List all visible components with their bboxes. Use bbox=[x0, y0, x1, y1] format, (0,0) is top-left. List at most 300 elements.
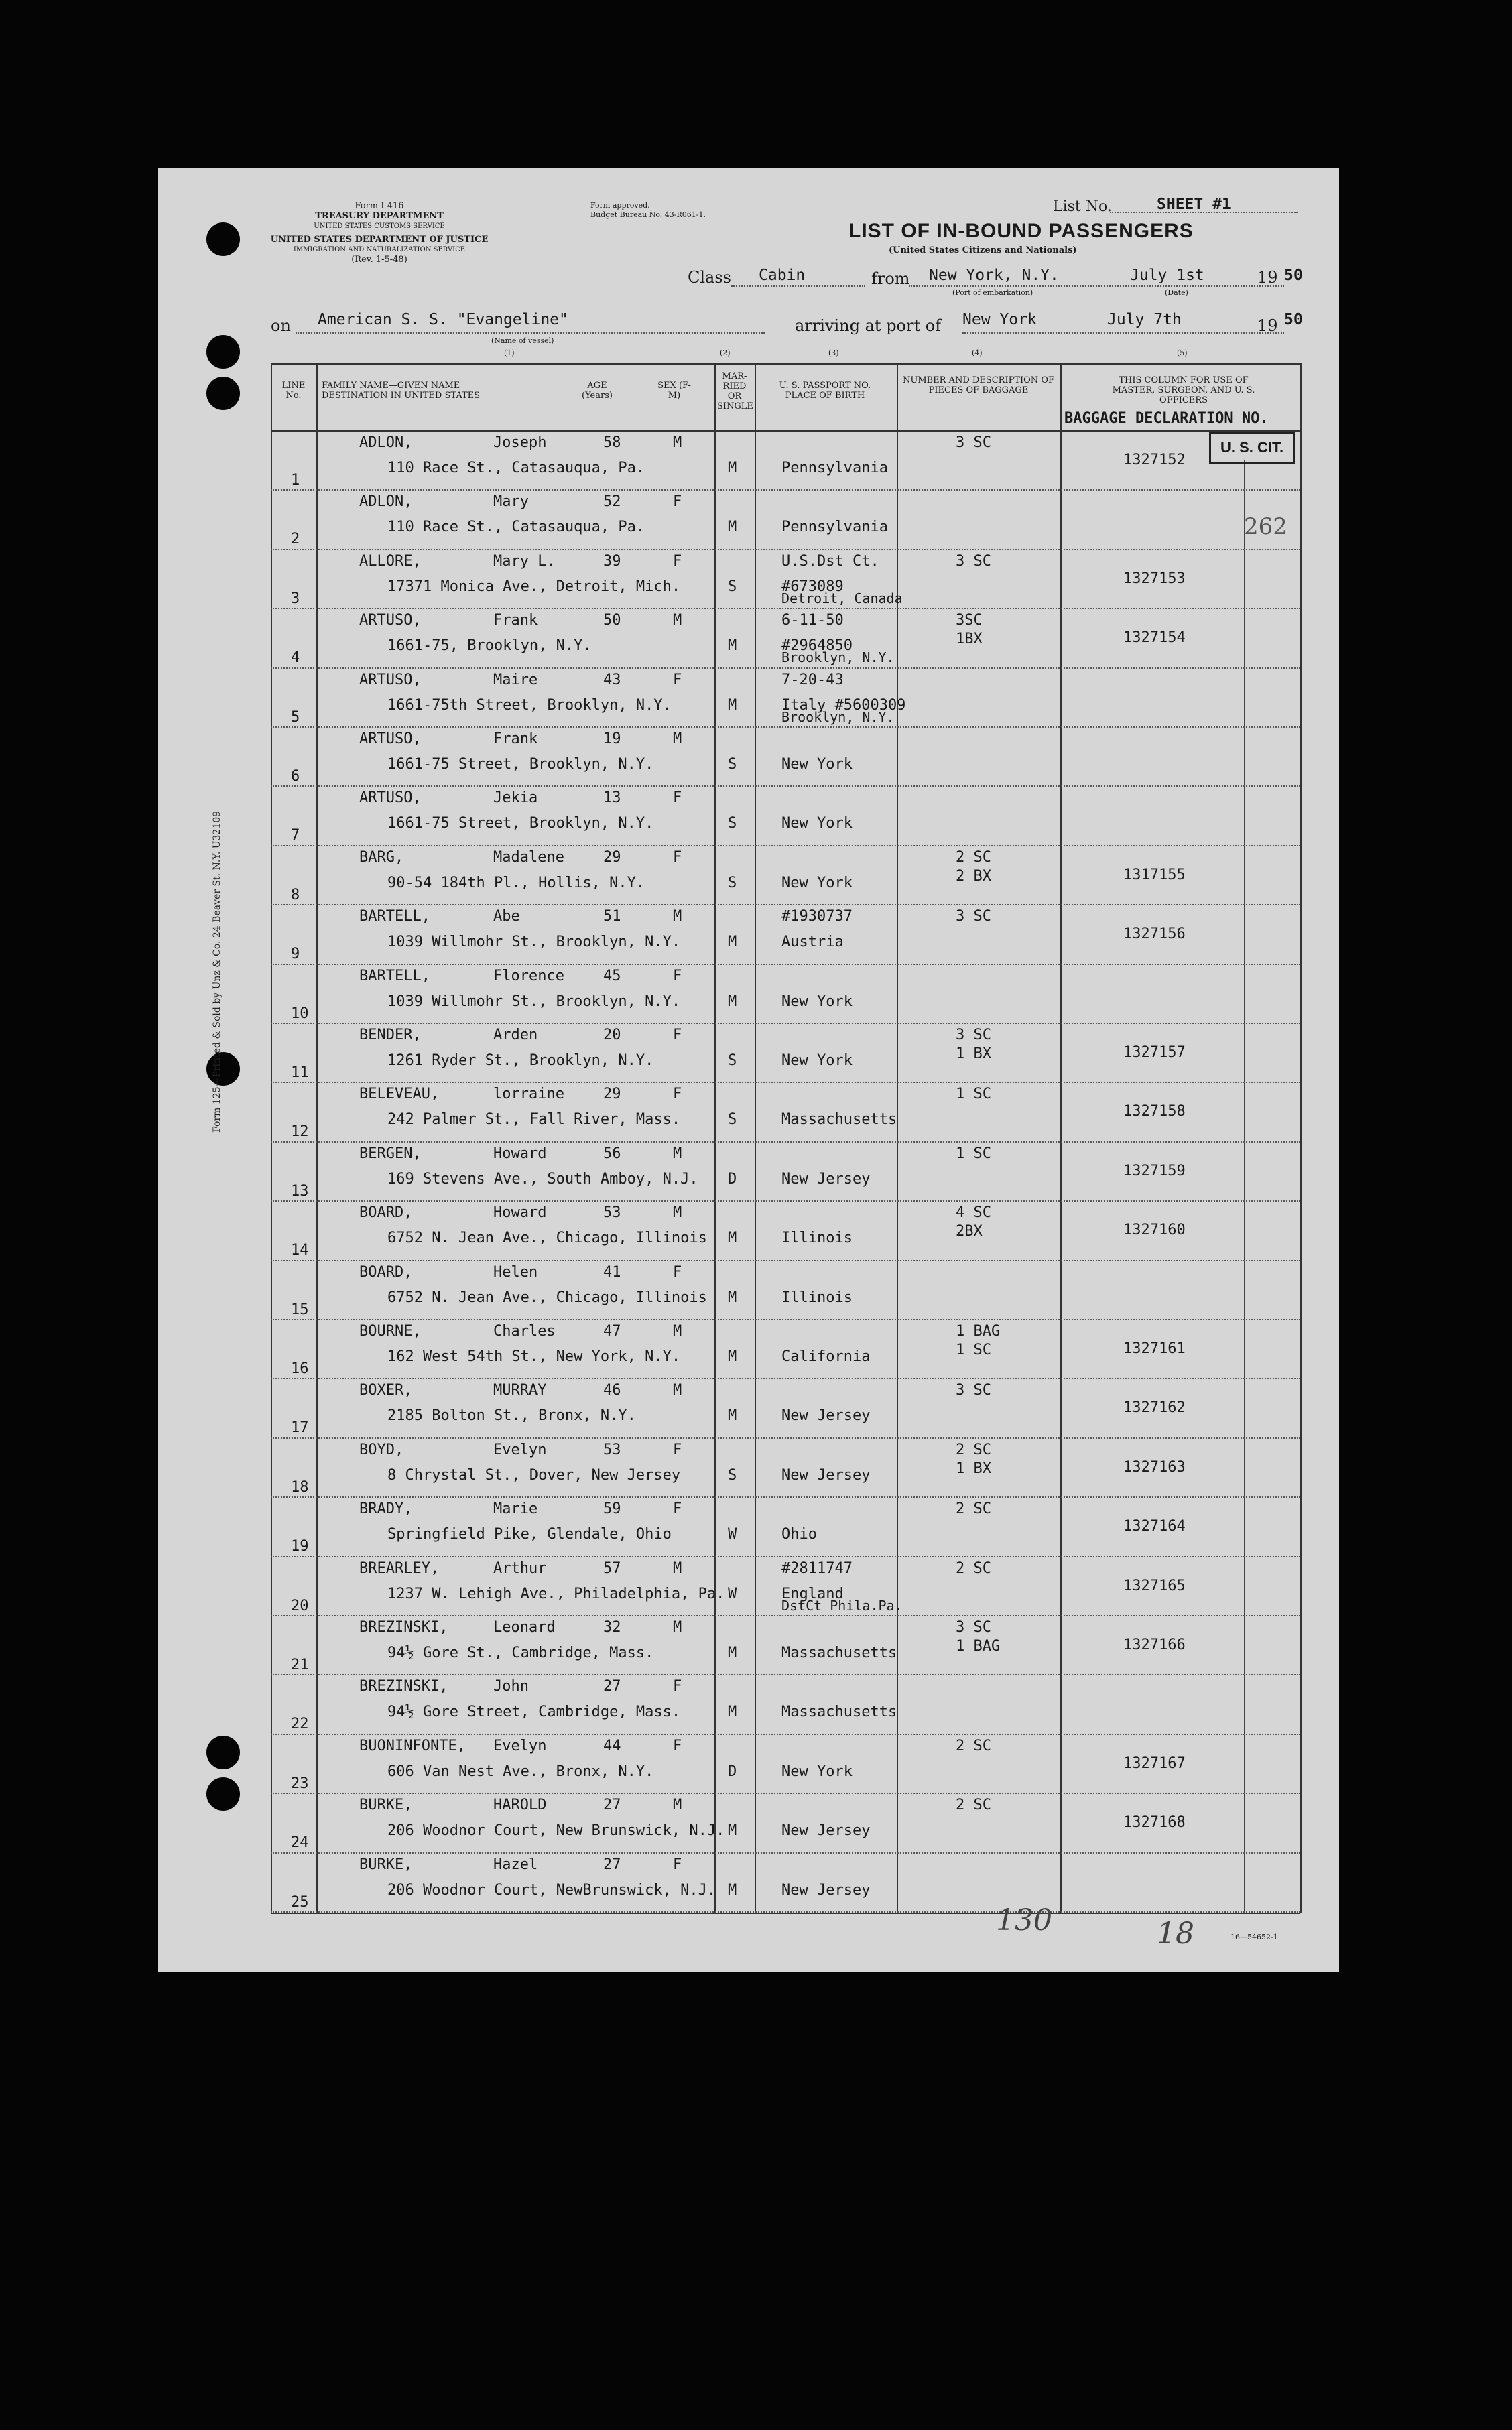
line-number: 5 bbox=[291, 708, 300, 726]
birth-place: New York bbox=[781, 815, 853, 832]
marital-status: S bbox=[728, 815, 737, 832]
age: 46 bbox=[603, 1382, 621, 1399]
col-baggage-declaration: BAGGAGE DECLARATION NO. bbox=[1064, 410, 1269, 427]
passenger-row bbox=[158, 1319, 1339, 1378]
baggage-pieces-2: 1 BX bbox=[956, 1045, 991, 1062]
passport-line-2: U.S.Dst Ct. bbox=[781, 552, 879, 570]
birth-place: #2964850 bbox=[781, 637, 853, 655]
passenger-row bbox=[158, 608, 1339, 667]
line-number: 10 bbox=[291, 1005, 309, 1022]
age: 53 bbox=[603, 1204, 621, 1222]
family-name: BOARD, bbox=[359, 1204, 413, 1222]
given-name: lorraine bbox=[493, 1086, 564, 1103]
baggage-pieces: 2 SC bbox=[956, 848, 991, 866]
list-no-label: List No. bbox=[1053, 198, 1112, 215]
col-marital: MAR-RIED OR SINGLE bbox=[717, 371, 753, 411]
given-name: Helen bbox=[493, 1263, 538, 1281]
passport-line-2: 6-11-50 bbox=[781, 612, 844, 629]
line-number: 2 bbox=[291, 531, 300, 548]
passenger-row bbox=[158, 667, 1339, 726]
from-label: from bbox=[871, 269, 910, 288]
birth-place: Massachusetts bbox=[781, 1645, 897, 1661]
given-name: MURRAY bbox=[493, 1382, 547, 1399]
col-num-3: (3) bbox=[828, 348, 839, 357]
family-name: ALLORE, bbox=[359, 552, 422, 570]
destination-address: 94½ Gore St., Cambridge, Mass. bbox=[387, 1645, 654, 1661]
date-caption: (Date) bbox=[1165, 288, 1188, 297]
justice-dept: UNITED STATES DEPARTMENT OF JUSTICE bbox=[270, 235, 489, 245]
line-number: 11 bbox=[291, 1064, 309, 1081]
sex: M bbox=[673, 908, 682, 925]
on-label: on bbox=[271, 316, 291, 335]
passenger-row bbox=[158, 785, 1339, 844]
baggage-pieces: 2 SC bbox=[956, 1797, 991, 1814]
sex: F bbox=[673, 1086, 682, 1103]
given-name: Leonard bbox=[493, 1619, 556, 1636]
birth-place: California bbox=[781, 1348, 871, 1365]
page-annotation: 262 bbox=[1244, 513, 1287, 540]
age: 44 bbox=[603, 1737, 621, 1754]
birth-place: Massachusetts bbox=[781, 1704, 897, 1721]
baggage-pieces-2: 2BX bbox=[956, 1223, 983, 1240]
destination-address: 1261 Ryder St., Brooklyn, N.Y. bbox=[387, 1052, 654, 1069]
passport-line-2: 7-20-43 bbox=[781, 671, 844, 688]
col-passport: U. S. PASSPORT NO. PLACE OF BIRTH bbox=[779, 381, 871, 401]
age: 27 bbox=[603, 1678, 621, 1696]
passenger-row bbox=[158, 1378, 1339, 1437]
given-name: Abe bbox=[493, 908, 520, 925]
line-number: 3 bbox=[291, 590, 300, 607]
family-name: ADLON, bbox=[359, 493, 413, 511]
birth-place: New York bbox=[781, 756, 853, 773]
age: 57 bbox=[603, 1559, 621, 1577]
given-name: HAROLD bbox=[493, 1797, 547, 1814]
sex: M bbox=[673, 612, 682, 629]
passport-line-3: Brooklyn, N.Y. bbox=[781, 708, 895, 725]
declaration-number: 1327161 bbox=[1123, 1340, 1186, 1357]
age: 50 bbox=[603, 612, 621, 629]
col-num-1: (1) bbox=[504, 348, 515, 357]
form-footer-code: 16—54652-1 bbox=[1231, 1933, 1278, 1941]
line-number: 7 bbox=[291, 827, 300, 844]
declaration-number: 1327157 bbox=[1123, 1044, 1186, 1061]
sex: M bbox=[673, 1204, 682, 1222]
sex: F bbox=[673, 1500, 682, 1518]
marital-status: W bbox=[728, 1526, 737, 1543]
age: 51 bbox=[603, 908, 621, 925]
birth-place: Italy #5600309 bbox=[781, 696, 906, 714]
col-line-no: LINE No. bbox=[281, 381, 306, 401]
line-number: 12 bbox=[291, 1123, 309, 1141]
row-separator bbox=[271, 1911, 1300, 1913]
marital-status: M bbox=[728, 1704, 737, 1721]
baggage-pieces: 1 SC bbox=[956, 1145, 991, 1162]
vessel-name: American S. S. "Evangeline" bbox=[318, 311, 568, 328]
arrival-date: July 7th bbox=[1107, 311, 1182, 328]
marital-status: M bbox=[728, 460, 737, 476]
destination-address: 1661-75th Street, Brooklyn, N.Y. bbox=[387, 696, 672, 714]
passenger-row bbox=[158, 1556, 1339, 1615]
baggage-pieces: 1 BAG bbox=[956, 1323, 1001, 1340]
given-name: Arden bbox=[493, 1027, 538, 1043]
port-caption: (Port of embarkation) bbox=[952, 288, 1033, 297]
marital-status: S bbox=[728, 1111, 737, 1129]
sex: F bbox=[673, 789, 682, 807]
destination-address: 162 West 54th St., New York, N.Y. bbox=[387, 1348, 681, 1365]
sex: M bbox=[673, 434, 682, 451]
declaration-number: 1327165 bbox=[1123, 1577, 1186, 1594]
line-number: 1 bbox=[291, 472, 300, 489]
sex: F bbox=[673, 1441, 682, 1458]
age: 53 bbox=[603, 1441, 621, 1458]
line-number: 15 bbox=[291, 1301, 309, 1318]
given-name: Arthur bbox=[493, 1559, 547, 1577]
declaration-number: 1327168 bbox=[1123, 1814, 1186, 1832]
line-number: 25 bbox=[291, 1893, 309, 1911]
given-name: John bbox=[493, 1678, 529, 1696]
sex: F bbox=[673, 1737, 682, 1754]
declaration-number: 1327153 bbox=[1123, 570, 1186, 587]
given-name: Mary L. bbox=[493, 552, 556, 570]
destination-address: 242 Palmer St., Fall River, Mass. bbox=[387, 1111, 681, 1129]
sex: M bbox=[673, 1797, 682, 1814]
family-name: BOURNE, bbox=[359, 1323, 422, 1340]
passenger-row bbox=[158, 1437, 1339, 1496]
sex: F bbox=[673, 1678, 682, 1696]
marital-status: M bbox=[728, 993, 737, 1010]
baggage-pieces: 3 SC bbox=[956, 1382, 991, 1399]
sex: M bbox=[673, 1382, 682, 1399]
baggage-pieces-2: 1 BAG bbox=[956, 1638, 1001, 1655]
line-number: 17 bbox=[291, 1419, 309, 1437]
list-no-value: SHEET #1 bbox=[1157, 196, 1231, 213]
passenger-row bbox=[158, 1260, 1339, 1319]
marital-status: S bbox=[728, 874, 737, 891]
given-name: Madalene bbox=[493, 848, 564, 866]
baggage-pieces: 4 SC bbox=[956, 1204, 991, 1222]
passport-line-2: #2811747 bbox=[781, 1559, 853, 1577]
birth-place: New York bbox=[781, 1052, 853, 1069]
destination-address: 94½ Gore Street, Cambridge, Mass. bbox=[387, 1704, 681, 1721]
declaration-number: 1327160 bbox=[1123, 1222, 1186, 1239]
destination-address: 206 Woodnor Court, New Brunswick, N.J. bbox=[387, 1822, 725, 1840]
passenger-row bbox=[158, 1793, 1339, 1852]
baggage-pieces: 3 SC bbox=[956, 908, 991, 925]
sex: F bbox=[673, 671, 682, 688]
age: 19 bbox=[603, 730, 621, 747]
destination-address: 110 Race St., Catasauqua, Pa. bbox=[387, 460, 645, 476]
line-number: 24 bbox=[291, 1834, 309, 1852]
line-number: 20 bbox=[291, 1597, 309, 1614]
col-name: FAMILY NAME—GIVEN NAME DESTINATION IN UNITED STATES bbox=[322, 381, 481, 401]
line-number: 4 bbox=[291, 649, 300, 667]
given-name: Frank bbox=[493, 612, 538, 629]
destination-address: 1661-75, Brooklyn, N.Y. bbox=[387, 637, 592, 655]
punch-hole bbox=[206, 335, 240, 369]
handwritten-mark: 130 bbox=[996, 1903, 1052, 1937]
family-name: BREZINSKI, bbox=[359, 1678, 448, 1696]
age: 27 bbox=[603, 1856, 621, 1873]
family-name: BOARD, bbox=[359, 1263, 413, 1281]
birth-place: Pennsylvania bbox=[781, 519, 888, 536]
printer-imprint: Form 125—Printed & Sold by Unz & Co. 24 Beaver St. N.Y. U32109 bbox=[212, 810, 223, 1133]
line-number: 14 bbox=[291, 1242, 309, 1259]
family-name: BOXER, bbox=[359, 1382, 413, 1399]
given-name: Mary bbox=[493, 493, 529, 511]
passenger-row bbox=[158, 1852, 1339, 1911]
passenger-row bbox=[158, 1496, 1339, 1555]
destination-address: 17371 Monica Ave., Detroit, Mich. bbox=[387, 578, 681, 595]
sex: F bbox=[673, 1027, 682, 1043]
given-name: Howard bbox=[493, 1145, 547, 1162]
marital-status: S bbox=[728, 756, 737, 773]
marital-status: S bbox=[728, 1466, 737, 1484]
destination-address: 8 Chrystal St., Dover, New Jersey bbox=[387, 1466, 681, 1484]
given-name: Evelyn bbox=[493, 1737, 547, 1754]
declaration-number: 1327156 bbox=[1123, 925, 1186, 943]
line-number: 19 bbox=[291, 1538, 309, 1555]
baggage-pieces-2: 1 SC bbox=[956, 1342, 991, 1358]
marital-status: M bbox=[728, 519, 737, 536]
class-label: Class bbox=[688, 268, 731, 287]
age: 59 bbox=[603, 1500, 621, 1518]
given-name: Maire bbox=[493, 671, 538, 688]
page-subtitle: (United States Citizens and Nationals) bbox=[889, 245, 1077, 255]
marital-status: D bbox=[728, 1763, 737, 1780]
line-number: 8 bbox=[291, 886, 300, 903]
age: 58 bbox=[603, 434, 621, 451]
marital-status: M bbox=[728, 637, 737, 655]
family-name: BREZINSKI, bbox=[359, 1619, 448, 1636]
baggage-pieces: 1 SC bbox=[956, 1086, 991, 1103]
sex: F bbox=[673, 1856, 682, 1873]
sex: M bbox=[673, 1323, 682, 1340]
family-name: BARG, bbox=[359, 848, 404, 866]
year-prefix: 19 bbox=[1257, 268, 1278, 287]
vessel-caption: (Name of vessel) bbox=[491, 336, 554, 345]
baggage-pieces-2: 2 BX bbox=[956, 867, 991, 885]
arriving-label: arriving at port of bbox=[795, 316, 942, 335]
declaration-number: 1327162 bbox=[1123, 1399, 1186, 1417]
family-name: BARTELL, bbox=[359, 967, 430, 984]
birth-place: Austria bbox=[781, 934, 844, 951]
passenger-row bbox=[158, 1082, 1339, 1141]
destination-address: 606 Van Nest Ave., Bronx, N.Y. bbox=[387, 1763, 654, 1780]
col-num-5: (5) bbox=[1177, 348, 1188, 357]
marital-status: M bbox=[728, 696, 737, 714]
destination-address: 1661-75 Street, Brooklyn, N.Y. bbox=[387, 756, 654, 773]
arrival-year: 50 bbox=[1284, 311, 1303, 328]
passenger-row bbox=[158, 1674, 1339, 1733]
birth-place: New Jersey bbox=[781, 1822, 871, 1840]
passenger-row bbox=[158, 845, 1339, 904]
family-name: ARTUSO, bbox=[359, 789, 422, 807]
col-age: AGE (Years) bbox=[582, 381, 613, 401]
page-title: LIST OF IN-BOUND PASSENGERS bbox=[848, 220, 1194, 242]
family-name: BELEVEAU, bbox=[359, 1086, 440, 1103]
family-name: BERGEN, bbox=[359, 1145, 422, 1162]
destination-address: 1237 W. Lehigh Ave., Philadelphia, Pa. bbox=[387, 1585, 725, 1602]
col-sex: SEX (F-M) bbox=[657, 381, 691, 401]
declaration-number: 1327163 bbox=[1123, 1458, 1186, 1476]
baggage-pieces: 2 SC bbox=[956, 1737, 991, 1754]
treasury-dept: TREASURY DEPARTMENT bbox=[315, 211, 444, 221]
col-officers: THIS COLUMN FOR USE OF MASTER, SURGEON, AND U. S. OFFICERS bbox=[1112, 375, 1255, 405]
marital-status: M bbox=[728, 1881, 737, 1899]
line-number: 22 bbox=[291, 1716, 309, 1733]
declaration-number: 1327154 bbox=[1123, 629, 1186, 647]
line-number: 13 bbox=[291, 1182, 309, 1200]
passenger-row bbox=[158, 1200, 1339, 1259]
birth-place: England bbox=[781, 1585, 844, 1602]
marital-status: W bbox=[728, 1585, 737, 1602]
sex: M bbox=[673, 730, 682, 747]
marital-status: M bbox=[728, 1289, 737, 1306]
given-name: Florence bbox=[493, 967, 564, 984]
family-name: ARTUSO, bbox=[359, 730, 422, 747]
declaration-number: 1327164 bbox=[1123, 1518, 1186, 1535]
birth-place: #673089 bbox=[781, 578, 844, 595]
sex: F bbox=[673, 1263, 682, 1281]
given-name: Charles bbox=[493, 1323, 556, 1340]
given-name: Evelyn bbox=[493, 1441, 547, 1458]
declaration-number: 1327152 bbox=[1123, 452, 1186, 468]
baggage-pieces: 3 SC bbox=[956, 1027, 991, 1043]
sex: F bbox=[673, 967, 682, 984]
destination-address: 90-54 184th Pl., Hollis, N.Y. bbox=[387, 874, 645, 891]
family-name: BREARLEY, bbox=[359, 1559, 440, 1577]
sex: M bbox=[673, 1145, 682, 1162]
family-name: BURKE, bbox=[359, 1797, 413, 1814]
family-name: BRADY, bbox=[359, 1500, 413, 1518]
ins-service: IMMIGRATION AND NATURALIZATION SERVICE bbox=[293, 246, 466, 253]
family-name: BOYD, bbox=[359, 1441, 404, 1458]
destination-address: 2185 Bolton St., Bronx, N.Y. bbox=[387, 1407, 636, 1425]
destination-address: 6752 N. Jean Ave., Chicago, Illinois bbox=[387, 1230, 707, 1247]
destination-address: 169 Stevens Ave., South Amboy, N.J. bbox=[387, 1170, 698, 1188]
birth-place: Illinois bbox=[781, 1230, 853, 1247]
sex: F bbox=[673, 848, 682, 866]
age: 20 bbox=[603, 1027, 621, 1043]
age: 13 bbox=[603, 789, 621, 807]
form-approved: Form approved. bbox=[590, 201, 650, 210]
family-name: ARTUSO, bbox=[359, 612, 422, 629]
arrival-year-prefix: 19 bbox=[1257, 316, 1278, 335]
passenger-row bbox=[158, 1734, 1339, 1793]
birth-place: New Jersey bbox=[781, 1466, 871, 1484]
given-name: Jekia bbox=[493, 789, 538, 807]
age: 27 bbox=[603, 1797, 621, 1814]
passenger-row bbox=[158, 1023, 1339, 1082]
destination-address: 1039 Willmohr St., Brooklyn, N.Y. bbox=[387, 934, 681, 951]
birth-place: Massachusetts bbox=[781, 1111, 897, 1129]
us-citizen-stamp: U. S. CIT. bbox=[1209, 432, 1295, 464]
line-number: 23 bbox=[291, 1775, 309, 1792]
marital-status: M bbox=[728, 1230, 737, 1247]
marital-status: S bbox=[728, 578, 737, 595]
sex: F bbox=[673, 493, 682, 511]
age: 29 bbox=[603, 1086, 621, 1103]
age: 47 bbox=[603, 1323, 621, 1340]
line-number: 18 bbox=[291, 1478, 309, 1496]
manifest-page bbox=[158, 168, 1339, 1972]
passport-line-3: Brooklyn, N.Y. bbox=[781, 649, 895, 666]
destination-address: 1661-75 Street, Brooklyn, N.Y. bbox=[387, 815, 654, 832]
age: 56 bbox=[603, 1145, 621, 1162]
passenger-row bbox=[158, 904, 1339, 963]
marital-status: M bbox=[728, 1407, 737, 1425]
birth-place: New York bbox=[781, 993, 853, 1010]
family-name: BUONINFONTE, bbox=[359, 1737, 466, 1754]
marital-status: D bbox=[728, 1170, 737, 1188]
form-number: Form I-416 bbox=[355, 201, 404, 211]
age: 29 bbox=[603, 848, 621, 866]
baggage-pieces: 3 SC bbox=[956, 434, 991, 451]
col-baggage-pieces: NUMBER AND DESCRIPTION OF PIECES OF BAGGAGE bbox=[902, 375, 1054, 395]
birth-place: Illinois bbox=[781, 1289, 853, 1306]
destination-address: Springfield Pike, Glendale, Ohio bbox=[387, 1526, 672, 1543]
destination-address: 110 Race St., Catasauqua, Pa. bbox=[387, 519, 645, 536]
baggage-pieces: 3SC bbox=[956, 612, 983, 629]
punch-hole bbox=[206, 377, 240, 410]
line-number: 16 bbox=[291, 1360, 309, 1377]
baggage-pieces: 2 SC bbox=[956, 1559, 991, 1577]
given-name: Hazel bbox=[493, 1856, 538, 1873]
birth-place: Ohio bbox=[781, 1526, 817, 1543]
birth-place: New York bbox=[781, 874, 853, 891]
age: 52 bbox=[603, 493, 621, 511]
marital-status: M bbox=[728, 934, 737, 951]
customs-service: UNITED STATES CUSTOMS SERVICE bbox=[314, 222, 445, 230]
col-num-4: (4) bbox=[972, 348, 983, 357]
birth-place: New Jersey bbox=[781, 1881, 871, 1899]
marital-status: M bbox=[728, 1348, 737, 1365]
baggage-pieces: 3 SC bbox=[956, 1619, 991, 1636]
marital-status: M bbox=[728, 1822, 737, 1840]
declaration-number: 1317155 bbox=[1123, 866, 1186, 883]
destination-address: 6752 N. Jean Ave., Chicago, Illinois bbox=[387, 1289, 707, 1306]
family-name: ADLON, bbox=[359, 434, 413, 451]
age: 45 bbox=[603, 967, 621, 984]
age: 32 bbox=[603, 1619, 621, 1636]
family-name: BURKE, bbox=[359, 1856, 413, 1873]
birth-place: New Jersey bbox=[781, 1170, 871, 1188]
passenger-row bbox=[158, 964, 1339, 1023]
baggage-pieces-2: 1 BX bbox=[956, 1460, 991, 1477]
passenger-row bbox=[158, 726, 1339, 785]
departure-date: July 1st bbox=[1130, 267, 1204, 284]
age: 41 bbox=[603, 1263, 621, 1281]
budget-bureau: Budget Bureau No. 43-R061-1. bbox=[590, 210, 706, 219]
embarkation-port: New York, N.Y. bbox=[929, 267, 1059, 284]
baggage-pieces: 3 SC bbox=[956, 552, 991, 570]
line-number: 6 bbox=[291, 768, 300, 785]
age: 43 bbox=[603, 671, 621, 688]
line-number: 21 bbox=[291, 1657, 309, 1673]
passport-line-2: #1930737 bbox=[781, 908, 853, 925]
birth-place: New Jersey bbox=[781, 1407, 871, 1425]
family-name: BARTELL, bbox=[359, 908, 430, 925]
passenger-row bbox=[158, 489, 1339, 548]
year-value: 50 bbox=[1284, 267, 1303, 284]
birth-place: New York bbox=[781, 1763, 853, 1780]
passenger-row bbox=[158, 1615, 1339, 1674]
sex: M bbox=[673, 1559, 682, 1577]
line-number: 9 bbox=[291, 946, 300, 963]
sex: F bbox=[673, 552, 682, 570]
form-revision: (Rev. 1-5-48) bbox=[351, 255, 407, 265]
baggage-pieces: 2 SC bbox=[956, 1500, 991, 1518]
